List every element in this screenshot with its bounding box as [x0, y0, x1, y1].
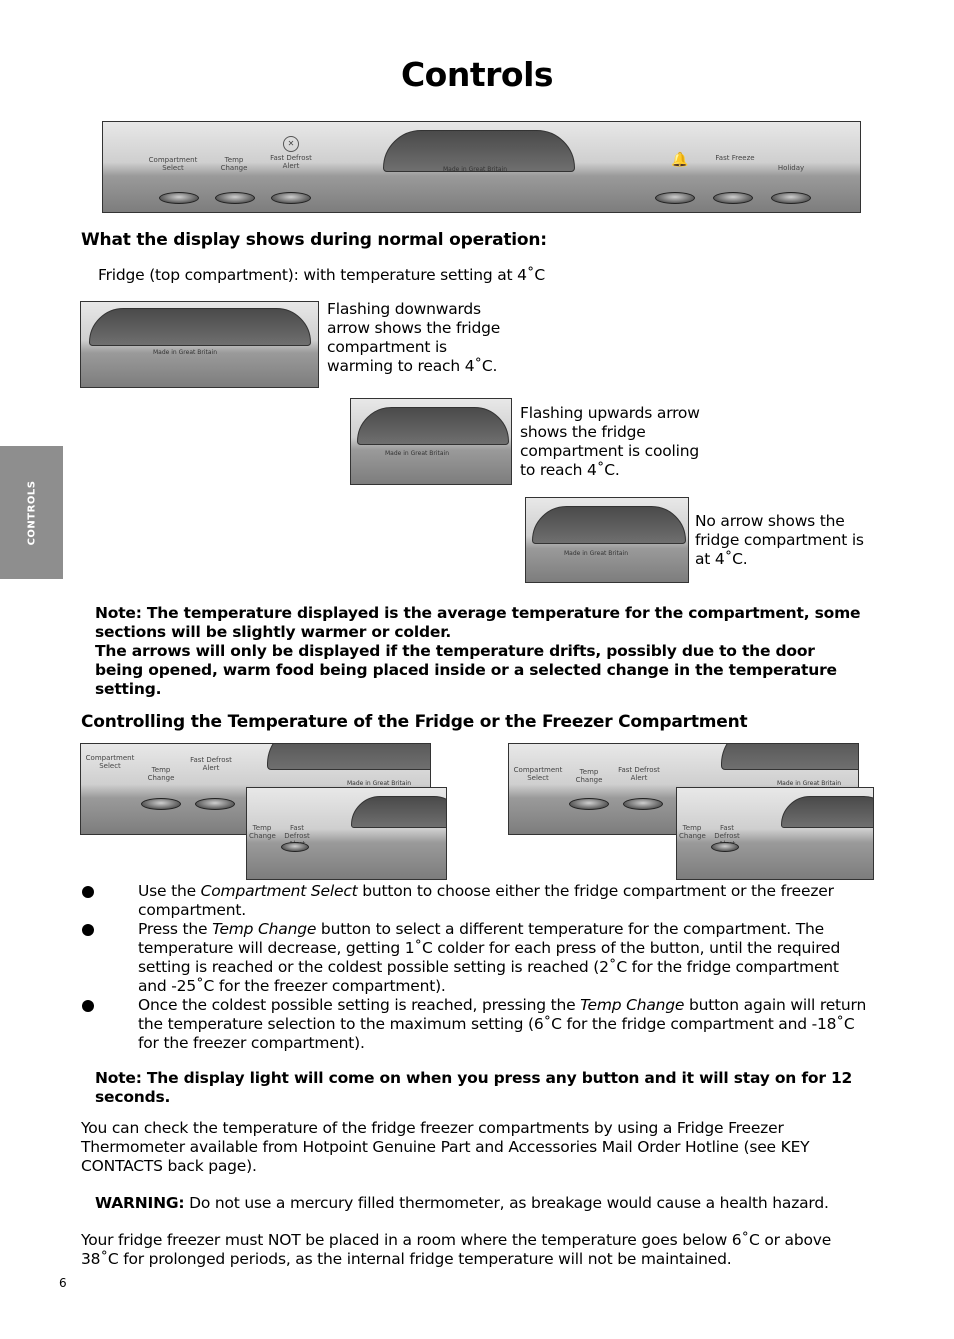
- bullet-text: button again will return the temperature selection to the maximum setting (6˚C for the fridge compartment and -18˚C for the freezer compartment).: [138, 996, 867, 1052]
- list-item: [80, 996, 870, 1053]
- note-display-light: Note: The display light will come on when you press any button and it will stay on for 12 seconds.: [95, 1069, 853, 1106]
- fast-defrost-button: [623, 798, 663, 810]
- bell-icon: 🔔: [671, 152, 689, 168]
- alarm-icon: ✕: [283, 136, 299, 152]
- display-photo-stable: [525, 497, 689, 583]
- control-panel-photo: [102, 121, 861, 213]
- note-average-temperature: [95, 604, 865, 699]
- bullet-text: button to select a different temperature for the compartment. The temperature will decrease, getting 1˚C colder for each press of the button, until the required setting is reached or the coldest possible setting is reached (2˚C for the fridge compartment and -25˚C for the freezer compartment).: [138, 920, 841, 995]
- made-in-label: Made in Great Britain: [347, 780, 411, 787]
- fast-defrost-button: [195, 798, 235, 810]
- temp-change-button: [569, 798, 609, 810]
- fast-defrost-alert-label: Fast Defrost Alert: [618, 766, 660, 782]
- bullet-text: Press the: [138, 920, 213, 938]
- section2-heading: Controlling the Temperature of the Fridge or the Freezer Compartment: [81, 712, 748, 732]
- button-name: Temp Change: [580, 996, 685, 1014]
- side-tab-label: CONTROLS: [26, 480, 37, 545]
- bullet-icon: [82, 886, 94, 898]
- made-in-label: Made in Great Britain: [564, 550, 628, 557]
- bullet-text: Use the: [138, 882, 201, 900]
- note-line-2: The arrows will only be displayed if the temperature drifts, possibly due to the door being opened, warm food being placed inside or a selected change in the temperature setting.: [95, 642, 837, 698]
- temp-change-label: Temp Change: [249, 824, 276, 840]
- fast-defrost-alert-label: Fast Defrost Alert: [270, 154, 312, 170]
- page-title: Controls: [400, 55, 554, 94]
- fast-defrost-alert-label: Fast Defrost: [714, 824, 740, 840]
- caption-stable: No arrow shows the fridge compartment is at 4˚C.: [695, 512, 864, 568]
- warning-paragraph: [95, 1194, 875, 1213]
- made-in-label: Made in Great Britain: [443, 166, 507, 173]
- fast-freeze-button: [713, 192, 753, 204]
- instruction-list: [80, 882, 870, 1053]
- compartment-select-label: Compartment Select: [148, 156, 198, 172]
- compartment-select-label: Compartment Select: [513, 766, 563, 782]
- fast-defrost-button: [711, 842, 739, 852]
- section1-intro: Fridge (top compartment): with temperature setting at 4˚C: [98, 266, 545, 284]
- warning-text: Do not use a mercury filled thermometer, as breakage would cause a health hazard.: [184, 1194, 829, 1212]
- list-item: [80, 920, 870, 996]
- compartment-select-label: Compartment Select: [85, 754, 135, 770]
- side-tab: [0, 446, 63, 579]
- fast-defrost-button: [281, 842, 309, 852]
- fast-defrost-alert-label: Fast Defrost Alert: [190, 756, 232, 772]
- button-photo-left-inset: [246, 787, 447, 880]
- caption-cooling: Flashing upwards arrow shows the fridge compartment is cooling to reach 4˚C.: [520, 404, 700, 479]
- thermometer-paragraph: You can check the temperature of the fridge freezer compartments by using a Fridge Freezer Thermometer available from Hotpoint Genuine Part and Accessories Mail Order Hotline (see KEY CONTACTS back page).: [81, 1119, 810, 1175]
- display-window: [532, 506, 686, 544]
- fast-defrost-button: [271, 192, 311, 204]
- caption-warming: Flashing downwards arrow shows the fridge compartment is warming to reach 4˚C.: [327, 300, 501, 375]
- bullet-icon: [82, 1000, 94, 1012]
- temp-change-label: Temp Change: [575, 768, 603, 784]
- room-temperature-paragraph: Your fridge freezer must NOT be placed in a room where the temperature goes below 6˚C or above 38˚C for prolonged periods, as the internal fridge temperature will not be maintained.: [81, 1231, 832, 1268]
- display-photo-cooling: [350, 398, 512, 485]
- bullet-icon: [82, 924, 94, 936]
- button-name: Compartment Select: [200, 882, 358, 900]
- temp-change-label: Temp Change: [220, 156, 248, 172]
- display-window: [357, 407, 509, 445]
- fast-defrost-alert-label: Fast Defrost: [284, 824, 310, 840]
- temp-change-label: Temp Change: [679, 824, 706, 840]
- temp-change-button: [215, 192, 255, 204]
- display-window: [267, 743, 431, 770]
- display-photo-warming: [80, 301, 319, 388]
- alarm-button: [655, 192, 695, 204]
- button-photo-right-inset: [676, 787, 874, 880]
- list-item: [80, 882, 870, 920]
- section1-heading: What the display shows during normal operation:: [81, 230, 547, 250]
- temp-change-label: Temp Change: [147, 766, 175, 782]
- button-name: Temp Change: [212, 920, 317, 938]
- made-in-label: Made in Great Britain: [153, 349, 217, 356]
- warning-label: WARNING:: [95, 1194, 185, 1212]
- bullet-text: button to choose either the fridge compartment or the freezer compartment.: [138, 882, 834, 919]
- temp-change-button: [141, 798, 181, 810]
- display-window: [351, 796, 447, 828]
- note-line-1: Note: The temperature displayed is the average temperature for the compartment, some sections will be slightly warmer or colder.: [95, 604, 861, 641]
- compartment-select-button: [159, 192, 199, 204]
- display-window: [89, 308, 311, 346]
- display-window: [781, 796, 874, 828]
- bullet-text: Once the coldest possible setting is reached, pressing the: [138, 996, 581, 1014]
- made-in-label: Made in Great Britain: [777, 780, 841, 787]
- made-in-label: Made in Great Britain: [385, 450, 449, 457]
- holiday-label: Holiday: [777, 164, 805, 172]
- fast-freeze-label: Fast Freeze: [715, 154, 755, 162]
- page-number: 6: [59, 1276, 67, 1290]
- display-window: [721, 743, 859, 770]
- holiday-button: [771, 192, 811, 204]
